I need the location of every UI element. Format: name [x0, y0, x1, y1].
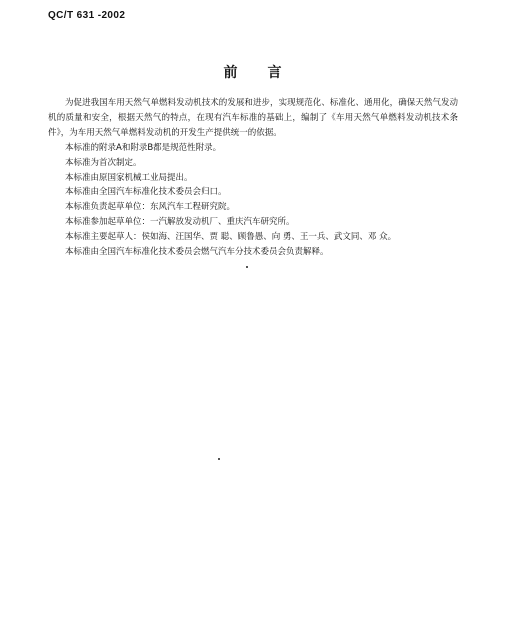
paragraph-administrator: 本标准由全国汽车标准化技术委员会归口。: [65, 187, 227, 198]
page-title: 前言: [223, 65, 312, 81]
paragraph-main-drafters: 本标准主要起草人：侯如海、汪国华、贾 聪、顾鲁愚、向 勇、王一兵、武文同、邓 众。: [65, 232, 397, 243]
paragraph-participating-drafters: 本标准参加起草单位：一汽解放发动机厂、重庆汽车研究所。: [65, 217, 295, 228]
foreword-body: [48, 96, 458, 260]
paragraph-first-edition: 本标准为首次制定。: [65, 157, 142, 168]
paragraph-proposer: 本标准由原国家机械工业局提出。: [65, 172, 193, 183]
scan-speck: [246, 266, 248, 268]
paragraph-purpose: 为促进我国车用天然气单燃料发动机技术的发展和进步，实现规范化、标准化、通用化，确保天然气发动机的质量和安全，根据天然气的特点，在现有汽车标准的基础上，编制了《车用天然气单燃料发动机技术条件》，为车用天然气单燃料发动机的开发生产提供统一的依据。: [48, 98, 458, 138]
standard-code: QC/T 631 -2002: [48, 10, 126, 21]
paragraph-lead-drafter: 本标准负责起草单位：东风汽车工程研究院。: [65, 202, 236, 213]
paragraph-appendix: 本标准的附录A和附录B都是规范性附录。: [65, 142, 222, 153]
paragraph-interpretation: 本标准由全国汽车标准化技术委员会燃气汽车分技术委员会负责解释。: [65, 247, 329, 258]
scan-speck: [218, 458, 220, 460]
